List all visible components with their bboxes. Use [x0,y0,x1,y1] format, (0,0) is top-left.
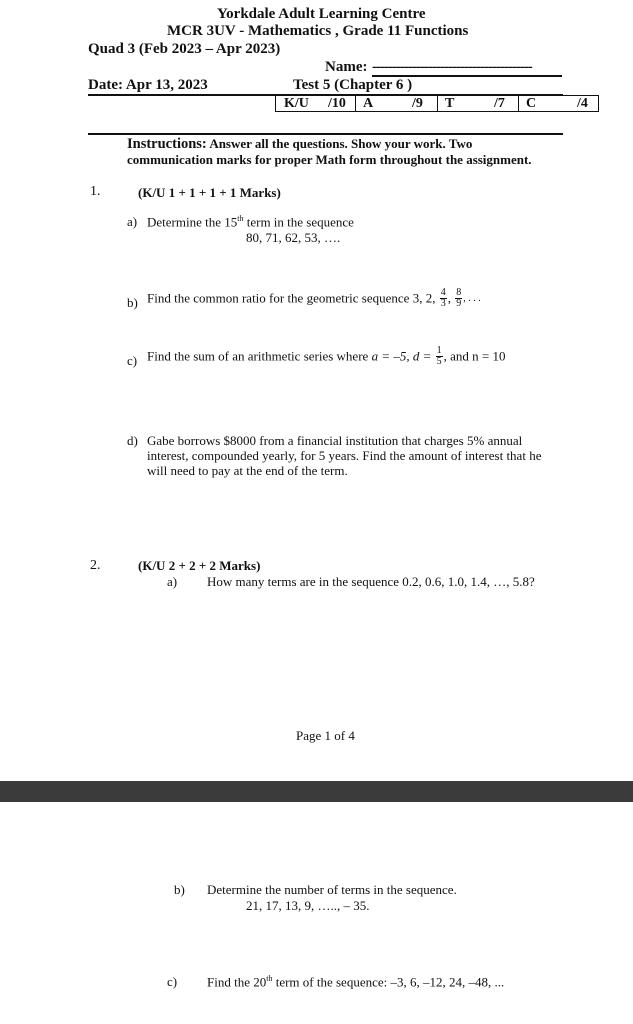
question-2-number: 2. [90,558,101,573]
quad-term: Quad 3 (Feb 2023 – Apr 2023) [88,41,281,57]
q2c-label: c) [167,974,178,989]
q1b-label: b) [127,295,138,310]
q1b-frac2-num: 8 [456,287,462,298]
course-title: MCR 3UV - Mathematics , Grade 11 Functions [167,23,469,39]
score-t-label: T [445,96,455,111]
q1b-text-main: Find the common ratio for the geometric sequence 3, 2, [147,290,436,306]
q1b-fraction-1 [440,288,447,309]
q1c-fraction [436,346,443,367]
instructions [127,136,557,168]
score-ku-label: K/U [284,96,309,111]
q1b-tail: , . . . [463,293,481,304]
name-line: ---------------------------------------- [372,59,532,75]
q2c-sup: th [266,974,273,983]
test-date: Date: Apr 13, 2023 [88,77,208,93]
name-label: Name: [325,59,368,75]
score-divider [437,96,438,111]
q1b-text: Find the common ratio for the geometric sequence 3, 2, $\frac{4}{3}$ , $\frac{8}{9}$ , . . . [147,287,481,309]
q1c-label: c) [127,353,138,368]
score-a-label: A [363,96,374,111]
q1a-sequence: 80, 71, 62, 53, …. [246,230,341,245]
score-c-total: /4 [577,96,588,111]
score-table [275,95,599,112]
q1c-frac-num: 1 [436,345,442,356]
score-ku-total: /10 [328,96,346,111]
q2b-sequence: 21, 17, 13, 9, ….., – 35. [246,898,370,913]
q1b-frac1-num: 4 [440,287,446,298]
score-a-total: /9 [412,96,423,111]
q1b-fraction-2 [455,288,462,309]
q2c-text [207,974,504,990]
q2c-text-before: Find the 20 [207,974,267,990]
q1a-label: a) [127,214,138,229]
score-divider [518,96,519,111]
q2a-text: How many terms are in the sequence 0.2, 0.6, 1.0, 1.4, …, 5.8? [207,574,535,589]
q2c-text-after: term of the sequence: –3, 6, –12, 24, –48, ... [272,974,505,990]
q1a-text-after: term in the sequence [243,214,354,230]
q1c-vars: a = –5, d = [371,348,435,364]
instructions-text: Answer all the questions. Show your work. Two communication marks for proper Math form throughout the assignment. [127,136,532,167]
test-title: Test 5 (Chapter 6 ) [293,77,413,93]
question-1-number: 1. [90,184,101,199]
score-divider [355,96,356,111]
q1c-text [147,346,505,367]
q1d-line-1: Gabe borrows $8000 from a financial institution that charges 5% annual [147,433,523,448]
school-name: Yorkdale Adult Learning Centre [217,6,426,22]
q1d-line-3: will need to pay at the end of the term. [147,463,348,478]
q2a-label: a) [167,574,178,589]
page-number: Page 1 of 4 [296,728,355,743]
score-c-label: C [526,96,537,111]
q1c-text-main: Find the sum of an arithmetic series where [147,348,372,364]
q1a-sup: th [237,214,244,223]
question-2-marks: (K/U 2 + 2 + 2 Marks) [138,558,261,573]
q2b-label: b) [174,882,185,897]
q1a-text-before: Determine the 15 [147,214,238,230]
q1c-tail: , and n = 10 [443,348,506,364]
q1b-frac1-den: 3 [440,298,446,309]
score-t-total: /7 [494,96,505,111]
q1b-frac2-den: 9 [456,298,462,309]
q1a-text [147,214,354,230]
page-separator-band [0,781,633,802]
instructions-rule [88,133,563,135]
q1c-frac-den: 5 [436,356,442,367]
q2b-text: Determine the number of terms in the sequence. [207,882,457,897]
q1d-label: d) [127,433,138,448]
question-1-marks: (K/U 1 + 1 + 1 + 1 Marks) [138,185,281,200]
q1d-line-2: interest, compounded yearly, for 5 years. Find the amount of interest that he [147,448,542,463]
instructions-lead: Instructions: [127,136,207,152]
